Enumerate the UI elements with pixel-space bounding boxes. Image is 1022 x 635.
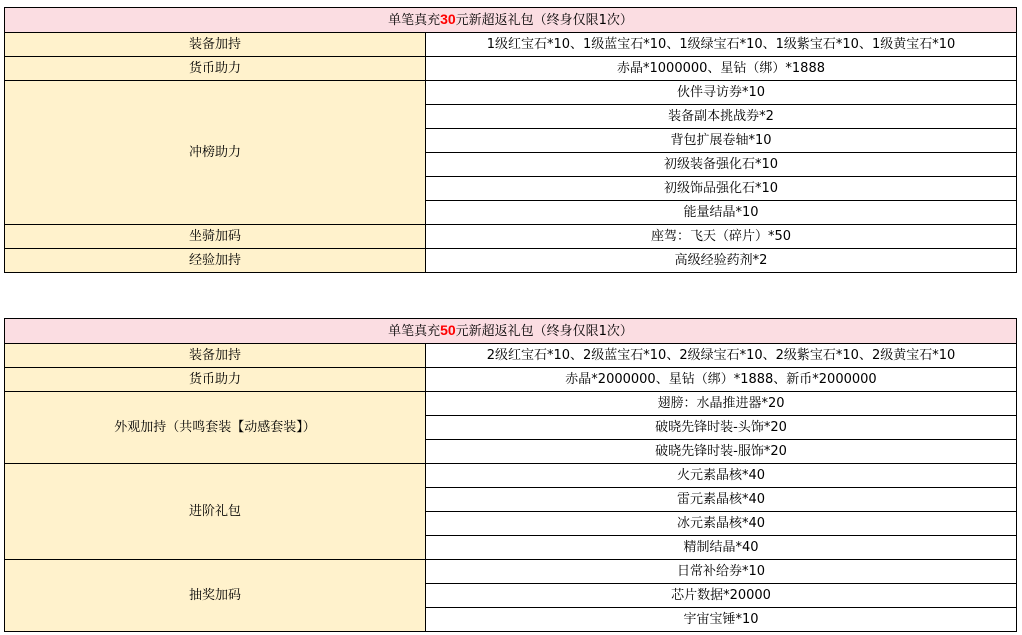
table-row <box>5 344 1017 368</box>
table-title-row <box>5 8 1017 33</box>
reward-cell: 伙伴寻访券*10 <box>426 81 1017 105</box>
category-cell: 坐骑加码 <box>5 225 426 249</box>
category-cell: 经验加持 <box>5 249 426 273</box>
title-amount: 50 <box>440 322 456 338</box>
reward-cell: 能量结晶*10 <box>426 201 1017 225</box>
category-cell: 外观加持（共鸣套装【动感套装】） <box>5 392 426 464</box>
category-cell: 货币助力 <box>5 368 426 392</box>
reward-cell: 2级红宝石*10、2级蓝宝石*10、2级绿宝石*10、2级紫宝石*10、2级黄宝石*10 <box>426 344 1017 368</box>
reward-cell: 初级饰品强化石*10 <box>426 177 1017 201</box>
reward-cell: 精制结晶*40 <box>426 536 1017 560</box>
reward-cell: 初级装备强化石*10 <box>426 153 1017 177</box>
table-row <box>5 225 1017 249</box>
reward-cell: 装备副本挑战券*2 <box>426 105 1017 129</box>
package-title <box>5 8 1017 33</box>
reward-cell: 赤晶*1000000、星钻（绑）*1888 <box>426 57 1017 81</box>
table-title-row <box>5 319 1017 344</box>
table-row <box>5 464 1017 488</box>
table-row <box>5 560 1017 584</box>
table-row <box>5 57 1017 81</box>
reward-cell: 宇宙宝锤*10 <box>426 608 1017 632</box>
gift-pack-table-30 <box>4 7 1017 273</box>
category-cell: 抽奖加码 <box>5 560 426 632</box>
reward-cell: 破晓先锋时装-服饰*20 <box>426 440 1017 464</box>
table-row <box>5 33 1017 57</box>
reward-cell: 冰元素晶核*40 <box>426 512 1017 536</box>
reward-cell: 雷元素晶核*40 <box>426 488 1017 512</box>
reward-cell: 翅膀：水晶推进器*20 <box>426 392 1017 416</box>
reward-cell: 破晓先锋时装-头饰*20 <box>426 416 1017 440</box>
reward-cell: 芯片数据*20000 <box>426 584 1017 608</box>
reward-cell: 高级经验药剂*2 <box>426 249 1017 273</box>
title-prefix: 单笔真充 <box>388 324 441 339</box>
title-suffix: 元新超返礼包（终身仅限1次） <box>455 324 633 339</box>
gift-pack-table-50 <box>4 318 1017 632</box>
package-title <box>5 319 1017 344</box>
reward-cell: 火元素晶核*40 <box>426 464 1017 488</box>
table-row <box>5 81 1017 105</box>
category-cell: 货币助力 <box>5 57 426 81</box>
table-row <box>5 392 1017 416</box>
title-amount: 30 <box>440 11 456 27</box>
category-cell: 装备加持 <box>5 344 426 368</box>
table-row <box>5 368 1017 392</box>
reward-cell: 赤晶*2000000、星钻（绑）*1888、新币*2000000 <box>426 368 1017 392</box>
category-cell: 进阶礼包 <box>5 464 426 560</box>
title-suffix: 元新超返礼包（终身仅限1次） <box>455 13 633 28</box>
reward-cell: 背包扩展卷轴*10 <box>426 129 1017 153</box>
reward-cell: 座驾：飞天（碎片）*50 <box>426 225 1017 249</box>
title-prefix: 单笔真充 <box>388 13 441 28</box>
table-row <box>5 249 1017 273</box>
category-cell: 冲榜助力 <box>5 81 426 225</box>
category-cell: 装备加持 <box>5 33 426 57</box>
reward-cell: 日常补给券*10 <box>426 560 1017 584</box>
reward-cell: 1级红宝石*10、1级蓝宝石*10、1级绿宝石*10、1级紫宝石*10、1级黄宝石*10 <box>426 33 1017 57</box>
